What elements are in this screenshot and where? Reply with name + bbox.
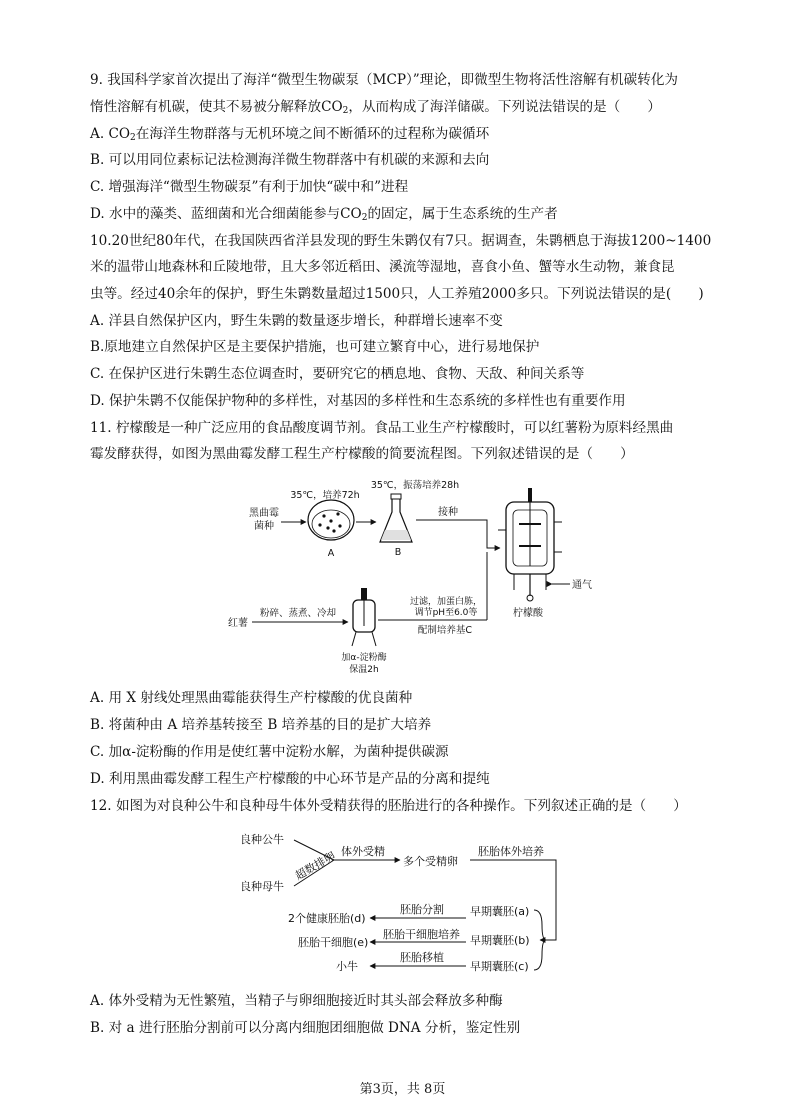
citric-acid-label: 柠檬酸	[513, 608, 543, 619]
q9-stem-line1: 9. 我国科学家首次提出了海洋“微型生物碳泵（MCP）”理论，即微型生物将活性溶解有机碳转化为	[90, 72, 679, 88]
calf-label: 小牛	[336, 960, 358, 973]
q10-option-d: D. 保护朱鹮不仅能保护物种的多样性，对基因的多样性和生态系统的多样性也有重要作用	[90, 393, 626, 409]
q10-option-c: C. 在保护区进行朱鹮生态位调查时，要研究它的栖息地、食物、天敌、种间关系等	[90, 366, 585, 382]
bull-label: 良种公牛	[240, 833, 284, 846]
condition-b: 35℃，振荡培养28h	[370, 480, 460, 491]
q10-option-b: B.原地建立自然保护区是主要保护措施，也可建立繁育中心，进行易地保护	[90, 339, 540, 355]
hydrolysis-tank-icon	[352, 588, 376, 646]
strain-label-line2: 菌种	[254, 521, 274, 532]
stem-cells-e: 胚胎干细胞(e)	[298, 936, 369, 949]
embryo-operation-diagram	[0, 820, 805, 980]
q12-stem: 12. 如图为对良种公牛和良种母牛体外受精获得的胚胎进行的各种操作。下列叙述正确的是（ ）	[90, 798, 687, 814]
q11-option-b: B. 将菌种由 A 培养基转接至 B 培养基的目的是扩大培养	[90, 717, 432, 733]
filter-label-line2: 调节pH至6.0等	[414, 608, 478, 618]
blastocyst-a: 早期囊胚(a)	[470, 905, 530, 918]
process-label: 粉碎、蒸煮、冷却	[259, 608, 337, 619]
q11-stem-line2: 霉发酵获得，如图为黑曲霉发酵工程生产柠檬酸的简要流程图。下列叙述错误的是（ ）	[90, 446, 634, 462]
q10-stem-line3: 虫等。经过40余年的保护，野生朱鹮数量超过1500只，人工养殖2000多只。下列说法错误的是( )	[90, 286, 704, 302]
label-a: A	[327, 548, 335, 559]
page-footer: 第3页，共 8页	[359, 1082, 446, 1097]
blastocyst-b: 早期囊胚(b)	[470, 934, 530, 947]
q11-option-c: C. 加α-淀粉酶的作用是使红薯中淀粉水解，为菌种提供碳源	[90, 744, 449, 760]
enzyme-label-line2: 保温2h	[349, 665, 379, 675]
medium-c-label: 配制培养基C	[417, 625, 473, 636]
inoculate-label: 接种	[438, 507, 458, 518]
blastocyst-c: 早期囊胚(c)	[470, 960, 529, 973]
strain-label-line1: 黑曲霉	[249, 508, 279, 519]
citric-acid-flow-diagram	[0, 470, 805, 680]
petri-dish-icon	[308, 500, 354, 540]
sweet-potato-label: 红薯	[228, 618, 248, 629]
strain-label	[249, 506, 279, 532]
culture-label: 胚胎体外培养	[478, 845, 544, 858]
filter-label-line1: 过滤，加蛋白胨，	[409, 597, 483, 607]
q11-option-a: A. 用 X 射线处理黑曲霉能获得生产柠檬酸的优良菌种	[90, 690, 413, 706]
q9-stem-line2: 惰性溶解有机碳，使其不易被分解释放$CO_2$，从而构成了海洋储碳。下列说法错误的是（ ）	[90, 99, 662, 116]
aeration-label: 通气	[572, 580, 592, 591]
q11-option-d: D. 利用黑曲霉发酵工程生产柠檬酸的中心环节是产品的分离和提纯	[90, 771, 490, 787]
q10-stem-line2: 米的温带山地森林和丘陵地带，且大多邻近稻田、溪流等湿地，喜食小鱼、蟹等水生动物，兼食昆	[90, 259, 675, 275]
healthy-embryos-d: 2个健康胚胎(d)	[288, 912, 366, 925]
condition-a: 35℃，培养72h	[290, 490, 360, 501]
q9-option-c: C. 增强海洋“微型生物碳泵”有利于加快“碳中和”进程	[90, 179, 409, 195]
q12-option-b: B. 对 a 进行胚胎分割前可以分离内细胞团细胞做 DNA 分析，鉴定性别	[90, 1020, 521, 1036]
split-label: 胚胎分割	[400, 903, 444, 916]
transfer-label: 胚胎移植	[400, 951, 444, 964]
cow-label: 良种母牛	[240, 880, 284, 893]
q9-option-b: B. 可以用同位素标记法检测海洋微生物群落中有机碳的来源和去向	[90, 152, 490, 168]
stem-cell-culture-label: 胚胎干细胞培养	[383, 928, 460, 941]
q10-option-a: A. 洋县自然保护区内，野生朱鹮的数量逐步增长，种群增长速率不变	[90, 313, 503, 329]
label-b: B	[394, 547, 402, 558]
shake-flask-icon	[380, 494, 412, 542]
enzyme-label-line1: 加α-淀粉酶	[341, 653, 387, 663]
zygotes-label: 多个受精卵	[403, 855, 458, 868]
q9-option-d: D. 水中的藻类、蓝细菌和光合细菌能参与$CO_2$的固定，属于生态系统的生产者	[90, 206, 558, 223]
q10-stem-line1: 10.20世纪80年代，在我国陕西省洋县发现的野生朱鹮仅有7只。据调查，朱鹮栖息于海拔1200~1400	[90, 233, 712, 249]
superovulation-label: 超数排卵	[293, 849, 338, 883]
q11-stem-line1: 11. 柠檬酸是一种广泛应用的食品酸度调节剂。食品工业生产柠檬酸时，可以红薯粉为原料经黑曲	[90, 420, 674, 436]
ivf-label: 体外受精	[341, 845, 385, 858]
q9-option-a: A. $CO_2$在海洋生物群落与无机环境之间不断循环的过程称为碳循环	[90, 126, 490, 143]
q12-option-a: A. 体外受精为无性繁殖，当精子与卵细胞接近时其头部会释放多种酶	[90, 993, 503, 1009]
